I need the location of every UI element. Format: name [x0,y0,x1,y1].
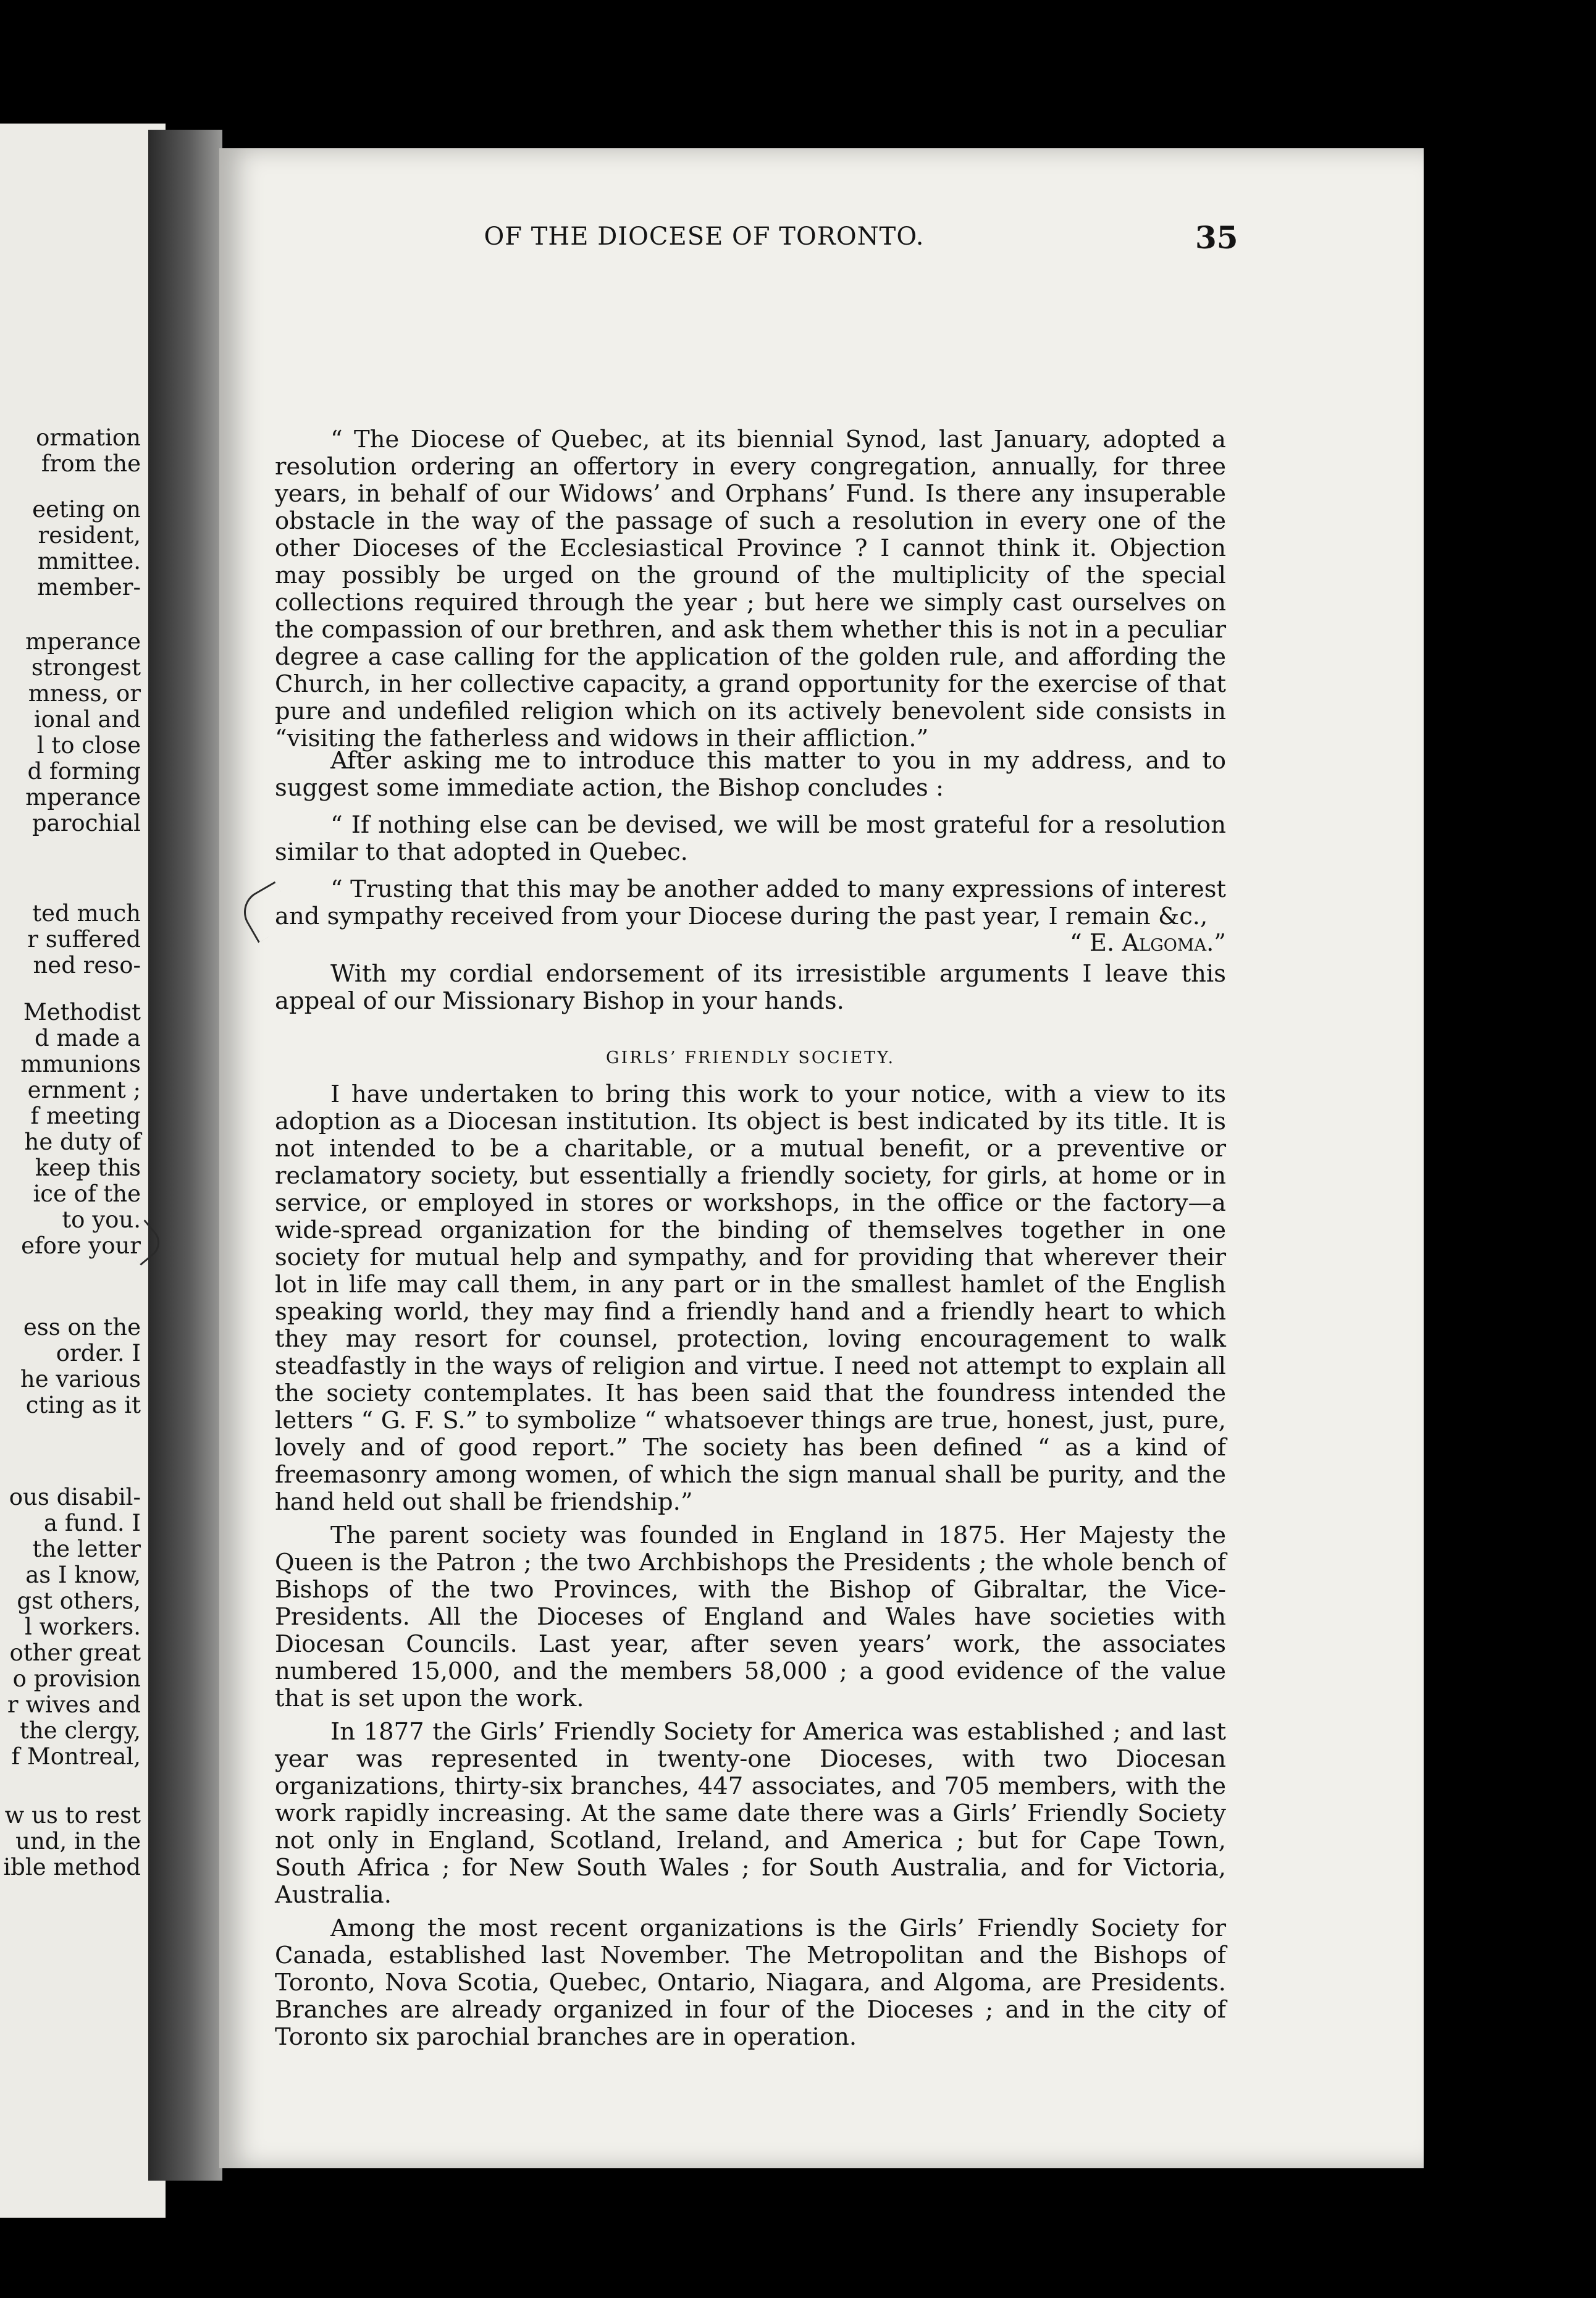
paragraph: “ Trusting that this may be another added to many expressions of interest and sympathy received from your Diocese during the past year, I remain &c., [275,875,1226,930]
left-page-line: o provision [12,1665,141,1692]
paragraph: The parent society was founded in England in 1875. Her Majesty the Queen is the Patron ; the two Archbishops the Presidents ; the whole bench of Bishops of the two Provinces, with the Bishop of Gibraltar, the Vice-Presidents. All the Dioceses of England and Wales have societies with Diocesan Councils. Last year, after seven years’ work, the associates numbered 15,000, and the members 58,000 ; a good evidence of the value that is set upon the work. [275,1521,1226,1712]
left-page-line: ible method [3,1854,141,1880]
left-page-line: keep this [35,1155,141,1181]
left-page-line: und, in the [15,1828,141,1854]
left-page-line: a fund. I [44,1510,141,1536]
left-page-line: ernment ; [27,1077,141,1103]
left-page-line: the letter [32,1536,141,1562]
left-page-line: resident, [38,522,141,549]
left-page-line: he duty of [24,1129,141,1155]
left-page-line: to you. [62,1206,141,1233]
left-page-line: f Montreal, [11,1743,141,1770]
left-page-line: Methodist [23,999,141,1025]
section-heading: GIRLS’ FRIENDLY SOCIETY. [605,1048,896,1067]
book-gutter [148,130,222,2181]
paragraph: “ If nothing else can be devised, we will be most grateful for a resolution similar to that adopted in Quebec. [275,811,1226,866]
left-page-line: mmunions [20,1051,141,1077]
body-text-block [275,747,1226,930]
left-page-line: other great [9,1639,141,1666]
left-page-line: ned reso- [33,952,141,979]
left-page-line: parochial [32,810,141,836]
left-page-line: l to close [36,732,141,759]
paragraph: With my cordial endorsement of its irresistible arguments I leave this appeal of our Missionary Bishop in your hands. [275,960,1226,1015]
left-page-line: strongest [31,654,141,681]
left-page-line: from the [41,450,141,477]
left-page-line: ous disabil- [9,1484,141,1510]
page-number: 35 [1195,219,1238,256]
paragraph: In 1877 the Girls’ Friendly Society for America was established ; and last year was represented in twenty-one Dioceses, with two Diocesan organizations, thirty-six branches, 447 associates, and 705 members, with the work rapidly increasing. At the same date there was a Girls’ Friendly Society not only in England, Scotland, Ireland, and America ; but for Cape Town, South Africa ; for New South Wales ; for South Australia, and for Victoria, Australia. [275,1718,1226,1909]
paragraph: “ The Diocese of Quebec, at its biennial Synod, last January, adopted a resolution ordering an offertory in every congregation, annually, for three years, in behalf of our Widows’ and Orphans’ Fund. Is there any insuperable obstacle in the way of the passage of such a resolution in every one of the other Dioceses of the Ecclesiastical Province ? I cannot think it. Objection may possibly be urged on the ground of the multiplicity of the special collections required through the year ; but here we simply cast ourselves on the compassion of our brethren, and ask them whether this is not in a peculiar degree a case calling for the application of the golden rule, and affording the Church, in her collective capacity, a grand opportunity for the exercise of that pure and undefiled religion which on its actively benevolent side consists in “visiting the fatherless and widows in their affliction.” [275,426,1226,752]
left-page-line: ional and [33,706,141,733]
left-page-line: efore your [21,1232,141,1259]
left-page-line: f meeting [30,1103,141,1129]
left-page-line: cting as it [25,1392,141,1418]
left-page-line: order. I [56,1340,141,1366]
previous-page-fragment [0,124,166,2218]
left-page-line: gst others, [17,1588,141,1614]
left-page-line: ormation [36,424,141,451]
left-page-line: l workers. [25,1614,141,1640]
left-page-line: ess on the [23,1314,141,1340]
left-page-line: ted much [32,900,141,927]
left-page-line: mperance [25,628,141,655]
left-page-line: w us to rest [4,1802,141,1829]
left-page-line: mmittee. [37,548,141,574]
quoted-letter [275,426,1226,752]
left-page-line: d forming [27,758,141,785]
left-page-line: r wives and [7,1691,141,1718]
left-page-line: he various [20,1366,141,1392]
left-page-line: mperance [25,784,141,810]
left-page-line: mness, or [28,680,141,707]
paragraph: After asking me to introduce this matter to you in my address, and to suggest some immediate action, the Bishop concludes : [275,747,1226,802]
gfs-section [275,1081,1226,2051]
left-page-line: ice of the [33,1181,141,1207]
left-page-line: r suffered [27,926,141,953]
left-page-line: as I know, [25,1562,141,1588]
paragraph: I have undertaken to bring this work to your notice, with a view to its adoption as a Diocesan institution. Its object is best indicated by its title. It is not intended to be a charitable, or a mutual benefit, or a preventive or reclamatory society, but essentially a friendly society, for girls, at home or in service, or employed in stores or workshops, in the office or the factory—a wide-spread organization for the binding of themselves together in one society for mutual help and sympathy, and for providing that wherever their lot in life may call them, in any part or in the smallest hamlet of the English speaking world, they may find a friendly hand and a friendly heart to which they may resort for counsel, protection, loving encouragement to walk steadfastly in the ways of religion and virtue. I need not attempt to explain all the society contemplates. It has been said that the foundress intended the letters “ G. F. S.” to symbolize “ whatsoever things are true, honest, just, pure, lovely and of good report.” The society has been defined “ as a kind of freemasonry among women, of which the sign manual shall be purity, and the hand held out shall be friendship.” [275,1080,1226,1516]
body-text-block [275,961,1226,1015]
left-page-line: eeting on [32,496,141,523]
left-page-line: member- [37,574,141,600]
left-page-line: d made a [35,1025,141,1051]
signature: “ E. Algoma.” [1069,929,1226,957]
left-page-line: the clergy, [20,1717,141,1744]
running-head: OF THE DIOCESE OF TORONTO. [484,222,925,251]
paragraph: Among the most recent organizations is the Girls’ Friendly Society for Canada, established last November. The Metropolitan and the Bishops of Toronto, Nova Scotia, Quebec, Ontario, Niagara, and Algoma, are Presidents. Branches are already organized in four of the Dioceses ; and in the city of Toronto six parochial branches are in operation. [275,1914,1226,2051]
